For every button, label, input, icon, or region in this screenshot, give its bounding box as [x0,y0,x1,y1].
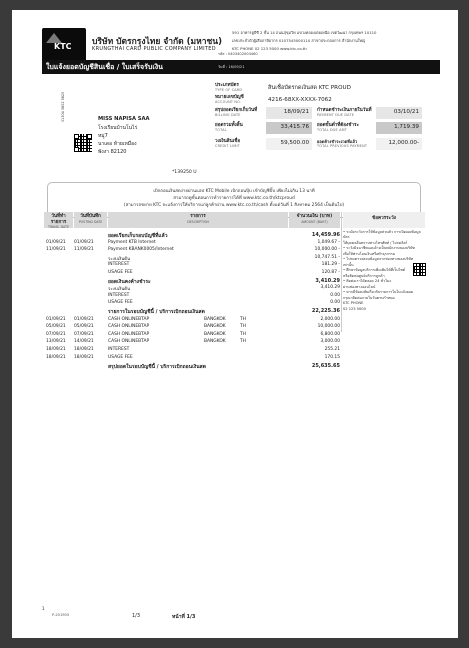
cell-desc: รายการในรอบบัญชีนี้ / บริการเบิกถอนเงินสด [108,309,205,315]
cell-d2: 01/09/21 [74,316,94,322]
cell-desc: ยอดเรียกเก็บรอบบัญชีที่แล้ว [108,233,168,239]
customer-address-3: นาเดอ ท้ายเหมือง [98,141,137,147]
cell-ctry: TH [240,331,246,337]
cell-amt: 170.15 [324,354,340,360]
col-header-posting-date [74,212,107,228]
cell-place: BANGKOK [204,331,226,337]
side-note: ผ่านช่องทางออนไลน์ [343,284,376,289]
table-row [44,307,340,315]
cell-d2: 11/09/21 [74,247,94,253]
side-qr-code [413,263,426,276]
cell-amt: 0.00 [330,300,340,306]
cell-desc: Payment KTB Internet [108,239,156,245]
cell-place: BANGKOK [204,316,226,322]
cell-amt: 22,225.36 [311,308,340,314]
cell-desc: INTEREST [108,262,130,268]
logo-text: KTC [54,42,72,51]
cell-d2: 07/09/21 [74,331,94,337]
footer-marker: 1 [42,606,45,611]
total-label-en: TOTAL [215,128,227,132]
cell-desc: ระงบเงินต้น [108,256,131,262]
side-note: • ระมัดระวังการให้ข้อมูลส่วนตัว การเปิดเผยข้อมูลบัตร [343,230,421,239]
due-date-label-en: PAYMENT DUE DATE [317,113,355,117]
cell-desc: INTEREST [108,292,130,298]
cell-amt: 3,000.00 [320,339,340,345]
col-header-amount [289,212,340,228]
side-note: • ติดต่อเราได้ตลอด 24 ชั่วโมง [343,279,392,283]
statement-title-band [42,52,440,74]
total-value: 33,415.76 [266,122,312,134]
company-name-en: KRUNGTHAI CARD PUBLIC COMPANY LIMITED [92,46,216,52]
min-due-label-en: TOTAL DUE AMT [317,128,348,132]
side-note: ให้บุคคลอื่นทราบทางโทรศัพท์ / ไม่กดลิงก์ [343,240,408,245]
credit-limit-label: วงเงินสินเชื่อ [215,139,241,144]
cell-ctry: TH [240,316,246,322]
col-header-trans-date-th: วันที่ทำรายการ [50,214,67,225]
cell-d1: 07/09/21 [46,331,66,337]
side-note: • ศึกษาข้อมูลบริการเพิ่มเติมได้ที่เว็บไซต์ [343,268,406,272]
notice-line-3: (สามารถขยาย KTC จะแจ้งการให้บริการแก่ลูกค้าผ่าน www.ktc.co.th/cash ตั้งแต่วันที่ 1 สิงหาคม 2564 เป็นต้นไป) [123,203,345,208]
company-address-1: 591 อาคารยูบีซี 2 ชั้น 14 ถนนสุขุมวิท แขวงคลองเตยเหนือ เขตวัฒนา กรุงเทพฯ 10110 [232,30,377,35]
cell-ctry: TH [240,324,246,330]
customer-address-4: พังงา 82120 [98,149,127,155]
cell-amt: 255.21 [324,347,340,352]
table-row [44,354,340,362]
cell-amt: 25,635.65 [311,362,340,369]
statement-title: ใบแจ้งยอดบัญชีสินเชื่อ / ใบเสร็จรับเงิน [46,63,163,71]
cell-desc: INTEREST [108,347,130,352]
cell-d1: 18/09/21 [46,354,66,360]
account-no-label: หมายเลขบัญชี [215,95,244,100]
cell-amt: 10,000.00 [317,324,340,330]
cell-d2: 01/09/21 [74,239,94,245]
cell-desc: USAGE FEE [108,270,133,275]
customer-address-2: หมู่7 [98,133,108,139]
side-note: • ระวังมิจฉาชีพแอบอ้างเป็นพนักงานของบริษัท [343,246,415,250]
col-header-amount-en: AMOUNT (BAHT) [301,219,328,224]
cell-desc: CASH ONLINEBTAP [108,324,150,330]
cell-amt: 14,459.96 [311,232,340,238]
account-code-vertical: 01304 0802 5820 [61,91,65,122]
cell-place: BANGKOK [204,339,226,345]
prev-payment-value: 12,000.00- [376,138,422,150]
footer-code: P-201905 [52,613,70,617]
account-no-label-en: ACCOUNT NO. [215,100,242,104]
cell-d1: 05/09/21 [46,324,66,330]
cell-desc: USAGE FEE [108,300,133,306]
company-address-3: KTC PHONE 02 123 5000 www.ktc.co.th [232,46,307,51]
prev-payment-label-en: TOTAL PREVIOUS PAYMENT [317,144,368,148]
due-date-value: 03/10/21 [376,107,422,119]
cell-desc: สรุปยอดในรอบบัญชีนี้ / บริการเบิกถอนเงินสด [108,363,206,370]
cell-amt: 120.87 - [321,270,340,275]
cell-desc: USAGE FEE [108,354,133,360]
cell-desc: CASH ONLINEBTAP [108,339,150,345]
cell-d1: 11/09/21 [46,247,66,253]
billing-date-label: สรุปยอดเรียกเก็บวันที่ [215,108,258,113]
cell-amt: 1,049.67 - [317,239,340,245]
total-label: ยอดรวมทั้งสิ้น [215,123,243,128]
min-due-label: ยอดขั้นต่ำที่ต้องชำระ [317,123,359,128]
footer-page-count: 1/3 [132,613,141,619]
cell-amt: 2,000.00 [320,316,340,322]
side-header: ข้อควรระวัง [343,212,425,228]
customer-qr-code [74,134,92,152]
side-note: • โปรดตรวจสอบข้อมูลจากช่องทางของบริษัท [343,257,414,261]
cell-d2: 18/09/21 [74,347,94,352]
notice-line-1: เบิกถอนเงินสดง่ายผ่านแอป KTC Mobile เบิกถอนปุ๊บ เข้าบัญชีปั๊บ เพียงไม่เกิน 13 นาที [153,189,315,194]
col-header-trans-date-en: TRANS. DATE [48,225,69,229]
footer-page-label: หน้าที่ 1/3 [172,614,196,620]
statement-meta-2: วันที่ : 16/09/21 [218,65,245,69]
col-header-posting-date-th: วันที่บันทึก [80,214,101,219]
cell-d2: 18/09/21 [74,354,94,360]
customer-address-1: โรงเรียนบ้านโนไร่ [98,125,138,131]
side-note: หรือติดต่อศูนย์บริการลูกค้า [343,273,385,278]
side-note: เพื่อให้ท่านโอนเงินหรือทำธุรกรรม [343,251,396,256]
company-address-2: เลขประจำตัวผู้เสียภาษีอากร 0107545000110 สาขาประกอบการ สำนักงานใหญ่ [232,38,366,43]
cell-d2: 14/09/21 [74,339,94,345]
cell-ctry: TH [240,339,246,345]
column-divider [341,212,342,332]
cell-amt: 181.29 - [321,262,340,268]
cell-desc: CASH ONLINEBTAP [108,316,150,322]
cell-d1: 01/09/21 [46,239,66,245]
customer-name: MISS NAPISA SAA [98,116,150,122]
cell-amt: 6,800.00 [320,331,340,337]
credit-limit-value: 59,500.00 [266,138,312,150]
cell-desc: ระงบเงินต้น [108,287,131,293]
cell-desc: ยอดเงินคงค้างชำระ [108,278,151,285]
card-type-value: สินเชื่อบัตรกดเงินสด KTC PROUD [268,85,351,91]
col-header-posting-date-en: POSTING DATE [78,219,103,224]
card-type-label-en: TYPE OF CARD [215,88,243,92]
cell-amt: 10,000.00 - [314,247,340,253]
card-type-label: ประเภทบัตร [215,83,239,88]
side-note: KTC PHONE [343,301,364,305]
company-name-th: บริษัท บัตรกรุงไทย จำกัด (มหาชน) [92,37,222,47]
billing-date-label-en: BILLING DATE [215,113,241,117]
table-row [44,362,340,370]
cell-amt: 10,747.51 - [314,254,340,260]
col-header-description-en: DESCRIPTION [187,219,209,224]
due-date-label: กำหนดชำระเงินภายในวันที่ [317,108,372,113]
cell-d1: 13/09/21 [46,339,66,345]
statement-page [12,10,458,638]
side-note: • หากมีข้อสงสัยเกี่ยวกับรายการในใบแจ้งยอด [343,290,414,294]
side-note: เท่านั้น [343,262,354,267]
col-header-description [108,212,288,228]
side-note: กรุณาติดต่อภายในวันครบกำหนด [343,295,395,300]
col-header-trans-date [44,212,73,228]
account-no-value: 4216-68XX-XXXX-7062 [268,97,332,103]
cell-amt: 0.00 [330,292,340,298]
cell-d1: 18/09/21 [46,347,66,352]
cell-amt: 3,410.29 [315,277,340,284]
statement-meta-1: รหัส : 0403402004460 [218,52,258,56]
side-note: 02 123 5000 [343,306,366,311]
cell-desc: CASH ONLINEBTAP [108,331,150,337]
notice-line-2: สามารถดูขั้นตอนการทำรายการได้ที่ www.ktc.co.th/ktcproud [173,196,295,201]
billing-date-value: 18/09/21 [266,107,312,119]
min-due-value: 1,719.39 [376,122,422,134]
col-header-description-th: รายการ [190,214,206,219]
credit-limit-label-en: CREDIT LIMIT [215,144,240,148]
cell-place: BANGKOK [204,324,226,330]
cell-desc: Payment KBANK0005/Internet [108,247,174,253]
cell-d1: 01/09/21 [46,316,66,322]
reference-number: *139250 U [172,170,197,175]
cell-amt: 3,410.29 [320,285,340,291]
cell-d2: 05/09/21 [74,324,94,330]
col-header-amount-th: จำนวนเงิน (บาท) [296,214,333,219]
prev-payment-label: ยอดค้างชำระงวดที่แล้ว [317,139,358,144]
